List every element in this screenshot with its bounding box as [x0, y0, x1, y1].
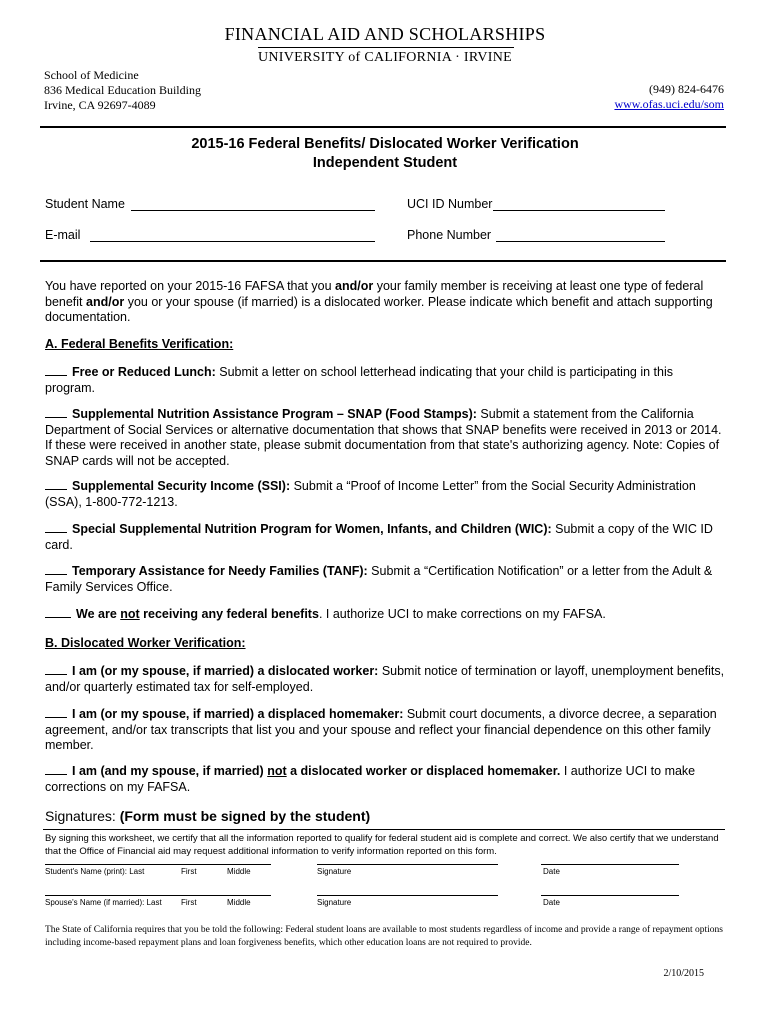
checkbox-blank[interactable] — [45, 480, 67, 490]
spouse-middle-caption: Middle — [227, 898, 251, 907]
office-website-link[interactable]: www.ofas.uci.edu/som — [614, 97, 724, 111]
benefit-item-free-lunch: Free or Reduced Lunch: Submit a letter on school letterhead indicating that your child is participating in this program. — [45, 365, 673, 395]
student-signature-line[interactable] — [317, 863, 498, 865]
header-divider — [258, 47, 514, 48]
student-name-print-line[interactable] — [45, 863, 271, 865]
uci-id-field[interactable] — [493, 209, 665, 211]
email-label: E-mail — [45, 228, 81, 242]
student-middle-caption: Middle — [227, 867, 251, 876]
student-date-line[interactable] — [541, 863, 679, 865]
university-name: UNIVERSITY of CALIFORNIA · IRVINE — [257, 50, 513, 65]
office-phone: (949) 824-6476 — [649, 82, 724, 96]
checkbox-blank[interactable] — [45, 665, 67, 675]
phone-field[interactable] — [496, 240, 665, 242]
spouse-first-caption: First — [181, 898, 197, 907]
spouse-name-print-line[interactable] — [45, 894, 271, 896]
top-rule — [40, 126, 726, 128]
section-rule — [40, 260, 726, 262]
certification-text: By signing this worksheet, we certify that all the information reported to qualify for federal student aid is complete and correct. We also certify that we understand that the Office of Financial aid may request additional information to verify information reported on this form. — [45, 833, 719, 857]
worker-item-dislocated: I am (or my spouse, if married) a dislocated worker: Submit notice of termination or layoff, unemployment benefits, and/or quarterly estimated tax for self-employed. — [45, 664, 725, 694]
student-name-field[interactable] — [131, 209, 375, 211]
form-title-line2: Independent Student — [312, 155, 458, 171]
spouse-name-caption: Spouse's Name (if married): Last — [45, 898, 162, 907]
checkbox-blank[interactable] — [45, 608, 71, 618]
student-signature-caption: Signature — [317, 867, 352, 876]
checkbox-blank[interactable] — [45, 366, 67, 376]
signatures-divider — [43, 829, 725, 830]
signatures-heading: Signatures: (Form must be signed by the student) — [45, 808, 371, 824]
address-line: Irvine, CA 92697-4089 — [44, 98, 156, 112]
worker-item-homemaker: I am (or my spouse, if married) a displaced homemaker: Submit court documents, a divorce decree, a separation agreement, and/or tax transcripts that list you and your spouse and reflect your financial dependence on this other family member. — [45, 707, 717, 752]
benefit-item-none: We are not receiving any federal benefits. I authorize UCI to make corrections on my FAFSA. — [45, 607, 725, 623]
student-first-caption: First — [181, 867, 197, 876]
benefit-item-ssi: Supplemental Security Income (SSI): Submit a “Proof of Income Letter” from the Social Security Administration (SSA), 1-800-772-1213. — [45, 479, 696, 509]
spouse-date-line[interactable] — [541, 894, 679, 896]
office-contact — [614, 82, 724, 112]
phone-label: Phone Number — [407, 228, 492, 242]
revision-date: 2/10/2015 — [663, 968, 704, 979]
benefit-item-snap: Supplemental Nutrition Assistance Program – SNAP (Food Stamps): Submit a statement from the California Department of Social Services or alternative documentation that shows that SNAP benefits were received in 2013 or 2014. If these were received in another state, please submit documentation from that state's authorizing agency. Note: Copies of SNAP cards will not be accepted. — [45, 407, 722, 468]
spouse-signature-caption: Signature — [317, 898, 352, 907]
checkbox-blank[interactable] — [45, 408, 67, 418]
spouse-signature-line[interactable] — [317, 894, 498, 896]
state-disclosure: The State of California requires that you be told the following: Federal student loans are available to most students regardless of income and provide a range of repayment options including income-based repayment plans and loan forgiveness benefits, which other education loans are not required to provide. — [45, 925, 724, 948]
office-address — [44, 68, 201, 113]
form-title-line1: 2015-16 Federal Benefits/ Dislocated Worker Verification — [191, 136, 579, 152]
checkbox-blank[interactable] — [45, 523, 67, 533]
checkbox-blank[interactable] — [45, 765, 67, 775]
checkbox-blank[interactable] — [45, 565, 67, 575]
benefit-item-wic: Special Supplemental Nutrition Program for Women, Infants, and Children (WIC): Submit a copy of the WIC ID card. — [45, 522, 713, 552]
student-date-caption: Date — [543, 867, 560, 876]
benefit-item-tanf: Temporary Assistance for Needy Families (TANF): Submit a “Certification Notification” or a letter from the Adult & Family Services Office. — [45, 564, 713, 594]
section-a-heading: A. Federal Benefits Verification: — [45, 337, 234, 351]
intro-paragraph: You have reported on your 2015-16 FAFSA that you and/or your family member is receiving at least one type of federal benefit and/or you or your spouse (if married) is a dislocated worker. Please indicate which benefit and attach supporting documentation. — [45, 279, 713, 324]
address-line: 836 Medical Education Building — [44, 83, 201, 97]
student-name-caption: Student's Name (print): Last — [45, 867, 145, 876]
form-title — [0, 135, 770, 173]
section-b-heading: B. Dislocated Worker Verification: — [45, 636, 246, 650]
uci-id-label: UCI ID Number — [407, 197, 493, 211]
student-name-label: Student Name — [45, 197, 125, 211]
office-name: FINANCIAL AID AND SCHOLARSHIPS — [224, 24, 546, 44]
checkbox-blank[interactable] — [45, 708, 67, 718]
email-field[interactable] — [90, 240, 375, 242]
spouse-date-caption: Date — [543, 898, 560, 907]
worker-item-none: I am (and my spouse, if married) not a dislocated worker or displaced homemaker. I authorize UCI to make corrections on my FAFSA. — [45, 764, 696, 794]
address-line: School of Medicine — [44, 68, 139, 82]
